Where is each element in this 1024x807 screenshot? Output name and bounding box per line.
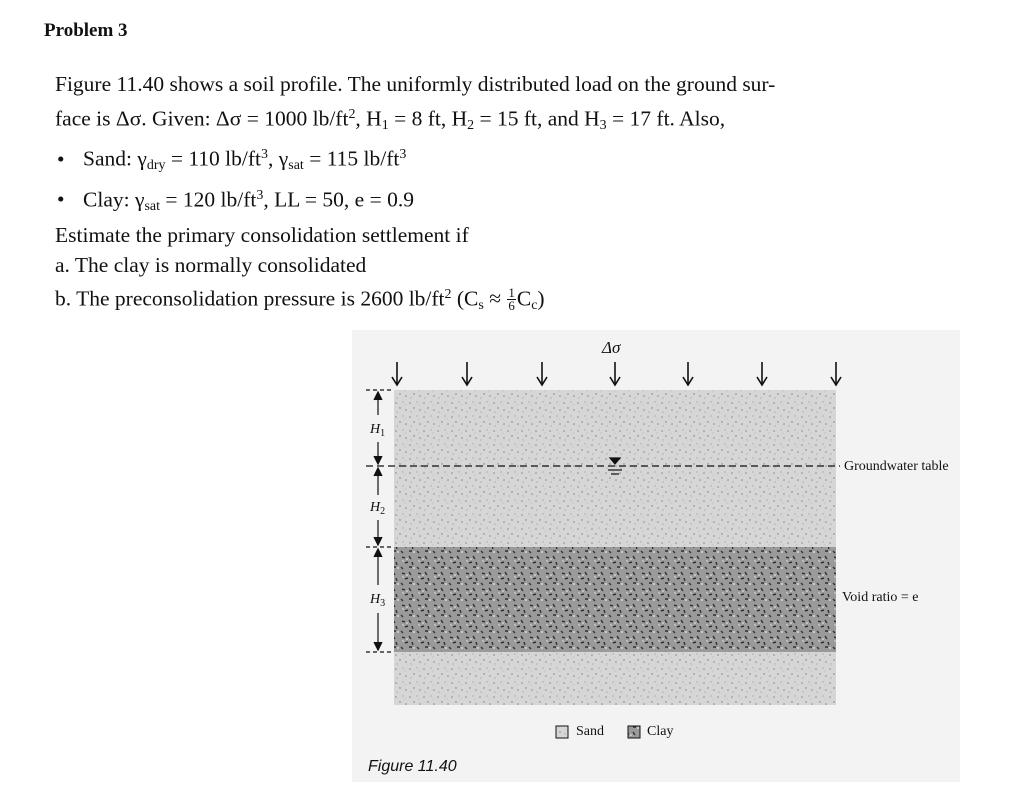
problem-heading: Problem 3 — [44, 20, 128, 41]
h1-label: $H_1$ — [370, 422, 386, 439]
problem-instruction: Estimate the primary consolidation settlement if — [55, 223, 469, 248]
groundwater-table-label: Groundwater table — [844, 459, 949, 474]
soil-profile-figure — [352, 330, 960, 782]
legend-clay-swatch — [628, 726, 640, 738]
clay-layer — [394, 547, 836, 652]
figure-caption: Figure 11.40 — [368, 758, 457, 775]
load-label: Δσ — [602, 338, 621, 357]
fraction-one-sixth: $\frac{1}{6}$ — [508, 286, 515, 314]
legend-sand-swatch — [556, 726, 568, 738]
problem-line-1: Figure 11.40 shows a soil profile. The uniformly distributed load on the ground sur- — [55, 72, 776, 96]
h2-label: $H_2$ — [370, 500, 386, 517]
clay-properties: • Clay: $\gamma_{sat} = 120$ $lb/ft^3$, LL = 50, e = 0.9 — [57, 187, 414, 214]
problem-statement — [55, 70, 875, 321]
soil-profile-drawing — [352, 330, 960, 782]
sand-layer-lower — [394, 652, 836, 705]
legend-clay-label: Clay — [647, 724, 674, 739]
problem-line-2: face is Δσ. Given: Δσ = 1000 $lb/ft^2$, $H_1 = 8$ ft, $H_2 = 15$ ft, and $H_3 = 17$ ft. Also, — [55, 106, 726, 133]
part-b: b. The preconsolidation pressure is 2600 $lb/ft^2$ ($C_s$ ≈ $\frac{1}{6}$ $C_c$) — [55, 286, 545, 314]
legend-sand-label: Sand — [576, 724, 604, 739]
sand-layer-upper — [394, 390, 836, 547]
sand-properties: • Sand: $\gamma_{dry} = 110$ $lb/ft^3$, $\gamma_{sat} = 115$ $lb/ft^3$ — [57, 146, 407, 174]
h3-label: $H_3$ — [370, 592, 386, 609]
part-a: a. The clay is normally consolidated — [55, 252, 367, 277]
void-ratio-label: Void ratio = e — [842, 590, 919, 605]
